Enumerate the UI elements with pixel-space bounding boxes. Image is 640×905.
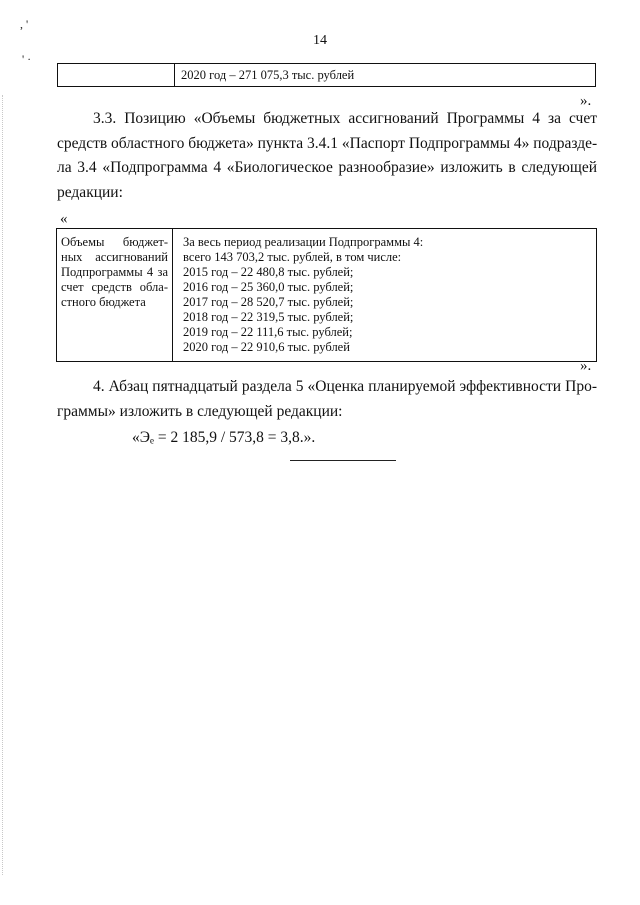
value-line: За весь период реализации Подпрограммы 4:: [183, 235, 424, 249]
label-line: стного бюджета: [61, 295, 146, 309]
paragraph-line: средств областного бюджета» пункта 3.4.1 «Паспорт Подпрограммы 4» подразде-: [57, 134, 598, 152]
value-line: всего 143 703,2 тыс. рублей, в том числе:: [183, 250, 402, 264]
top-table-empty-cell: [58, 64, 175, 87]
value-line: 2019 год – 22 111,6 тыс. рублей;: [183, 325, 353, 339]
passport-value-cell: [173, 229, 597, 362]
label-line: ных ассигнований: [61, 250, 168, 264]
label-line: Подпрограммы 4 за: [61, 265, 168, 279]
scan-edge: [2, 95, 4, 875]
value-line: 2018 год – 22 319,5 тыс. рублей;: [183, 310, 354, 324]
scan-mark-2: ' ·: [22, 52, 32, 66]
value-line: 2017 год – 28 520,7 тыс. рублей;: [183, 295, 354, 309]
paragraph-line: 4. Абзац пятнадцатый раздела 5 «Оценка планируемой эффективности Про-: [93, 378, 597, 395]
label-line: Объемы бюджет-: [61, 235, 168, 249]
opening-quote: «: [60, 211, 68, 227]
separator-line: [290, 460, 396, 461]
paragraph-line: 3.3. Позицию «Объемы бюджетных ассигнований Программы 4 за счет: [93, 110, 597, 127]
paragraph-3-3: [57, 107, 597, 205]
closing-quote-2: ».: [580, 358, 592, 374]
paragraph-4: [57, 375, 597, 424]
closing-quote-1: ».: [580, 93, 592, 109]
label-line: счет средств обла-: [61, 280, 168, 294]
efficiency-formula: «Эₑ = 2 185,9 / 573,8 = 3,8.».: [132, 429, 316, 446]
scan-mark-1: , ': [20, 17, 29, 31]
passport-label-cell: [57, 229, 173, 362]
paragraph-line: ла 3.4 «Подпрограмма 4 «Биологическое разнообразие» изложить в следующей: [57, 159, 597, 176]
top-table-fragment: [57, 63, 596, 87]
value-line: 2016 год – 25 360,0 тыс. рублей;: [183, 280, 354, 294]
page-number: 14: [313, 33, 327, 48]
paragraph-line: редакции:: [57, 183, 123, 201]
passport-table: [56, 228, 597, 362]
paragraph-line: граммы» изложить в следующей редакции:: [57, 402, 343, 420]
value-line: 2020 год – 22 910,6 тыс. рублей: [183, 340, 350, 354]
top-table-value-cell: 2020 год – 271 075,3 тыс. рублей: [175, 64, 596, 87]
value-line: 2015 год – 22 480,8 тыс. рублей;: [183, 265, 354, 279]
